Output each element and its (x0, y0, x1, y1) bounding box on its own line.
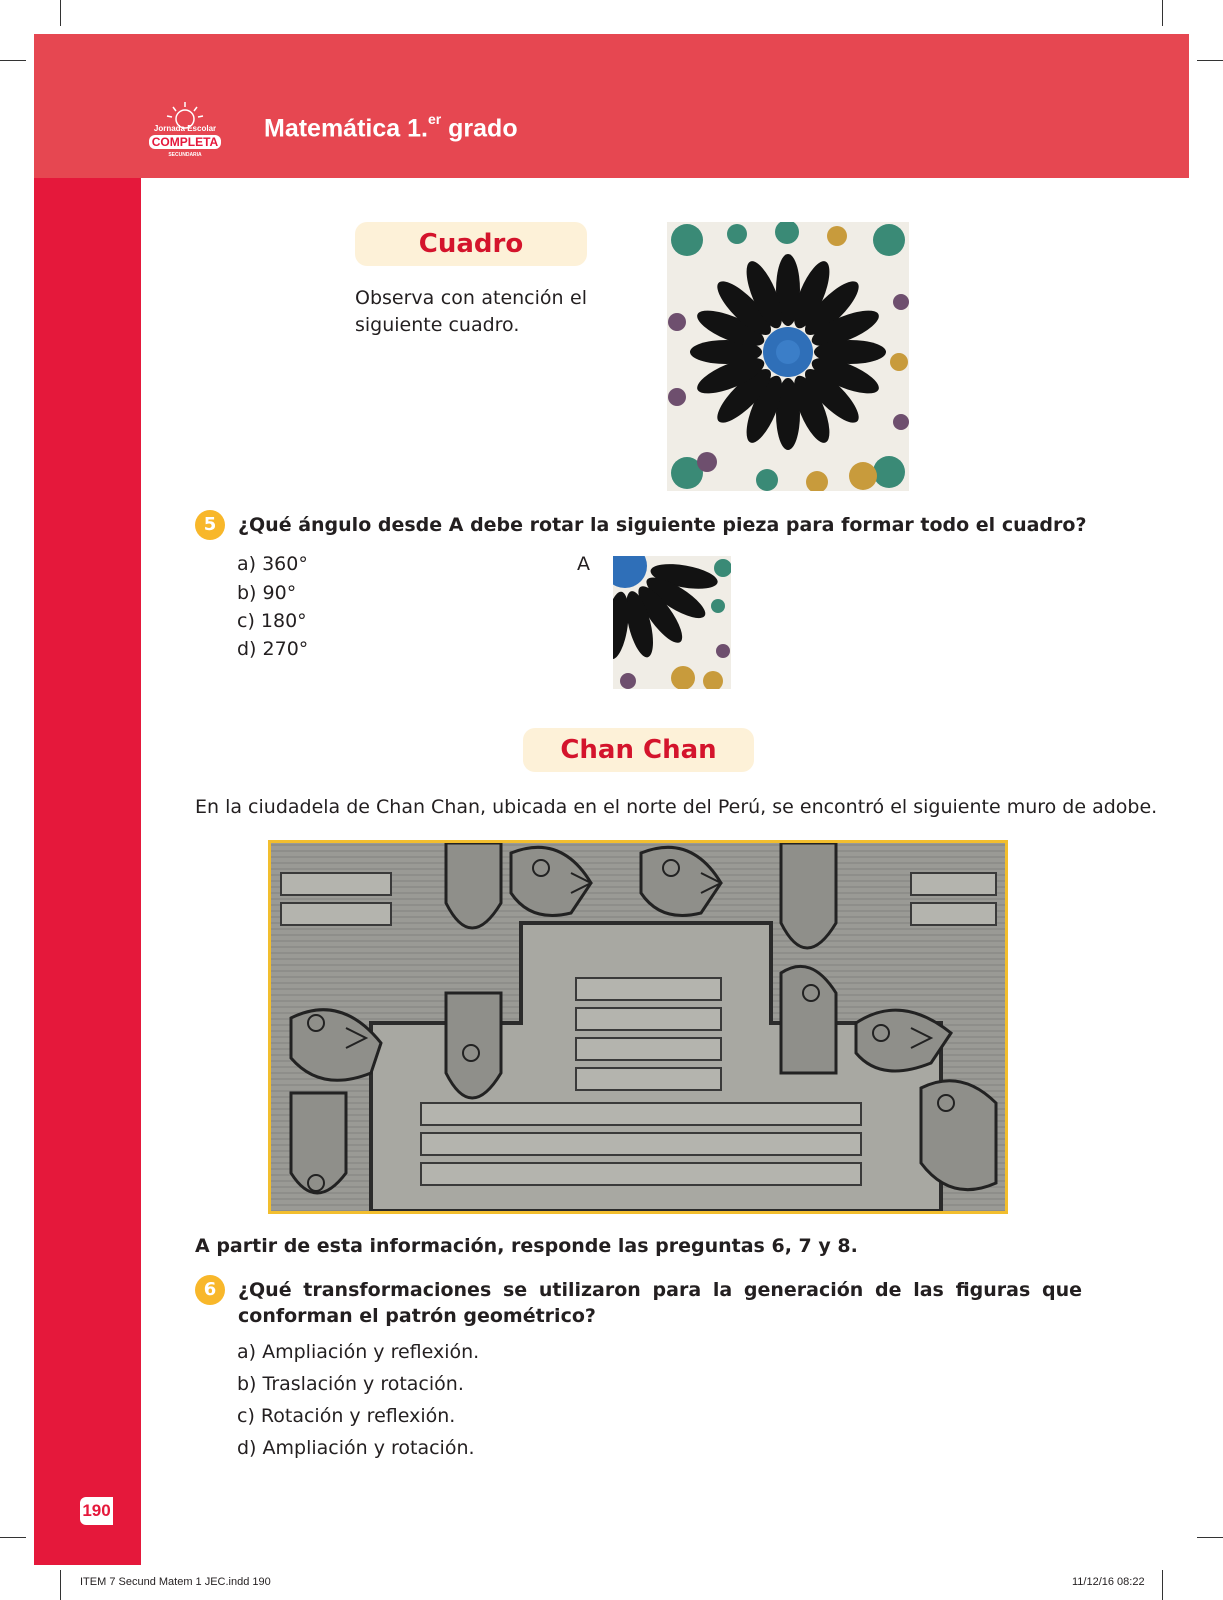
jornada-escolar-logo (145, 100, 225, 158)
crop-mark (1197, 1537, 1223, 1538)
crop-mark (0, 1537, 26, 1538)
adobe-wall-image (268, 840, 1008, 1214)
mosaic-tile-image (667, 222, 909, 491)
question-number-badge: 5 (195, 510, 225, 540)
answer-option[interactable]: c) Rotación y reflexión. (237, 1405, 456, 1427)
svg-text:SECUNDARIA: SECUNDARIA (168, 152, 202, 158)
section-heading-chan-chan: Chan Chan (523, 728, 754, 772)
answer-option[interactable]: b) 90° (237, 582, 297, 604)
answer-option[interactable]: b) Traslación y rotación. (237, 1373, 464, 1395)
section-heading-cuadro: Cuadro (355, 222, 587, 266)
answer-option[interactable]: a) 360° (237, 553, 308, 575)
footer-file-info: ITEM 7 Secund Matem 1 JEC.indd 190 (80, 1576, 271, 1588)
header-title: Matemática 1.$^{er}$ grado (264, 111, 518, 143)
question-5-text: ¿Qué ángulo desde A debe rotar la siguiente pieza para formar todo el cuadro? (238, 514, 1087, 536)
chan-chan-intro-text: En la ciudadela de Chan Chan, ubicada en el norte del Perú, se encontró el siguiente muro de adobe. (195, 796, 1158, 818)
question-number-badge: 6 (195, 1275, 225, 1305)
tile-piece-image (613, 556, 731, 689)
answer-option[interactable]: d) 270° (237, 638, 309, 660)
crop-mark (1197, 60, 1223, 61)
crop-mark (60, 0, 61, 26)
svg-text:COMPLETA: COMPLETA (151, 135, 219, 149)
svg-text:Jornada Escolar: Jornada Escolar (153, 124, 217, 133)
footer-timestamp: 11/12/16 08:22 (1072, 1576, 1145, 1588)
instruction-text: A partir de esta información, responde las preguntas 6, 7 y 8. (195, 1235, 858, 1257)
crop-mark (1162, 0, 1163, 26)
piece-label-a: A (577, 553, 590, 575)
crop-mark (0, 60, 26, 61)
answer-option[interactable]: a) Ampliación y reflexión. (237, 1341, 480, 1363)
crop-mark (60, 1570, 61, 1600)
cuadro-intro-text: Observa con atención el siguiente cuadro. (355, 287, 587, 336)
question-6-text: ¿Qué transformaciones se utilizaron para la generación de las figuras que conforman el patrón geométrico? (238, 1279, 1082, 1327)
page-number: 190 (80, 1497, 113, 1525)
side-bar (34, 178, 141, 1565)
answer-option[interactable]: c) 180° (237, 610, 307, 632)
answer-option[interactable]: d) Ampliación y rotación. (237, 1437, 475, 1459)
crop-mark (1162, 1570, 1163, 1600)
